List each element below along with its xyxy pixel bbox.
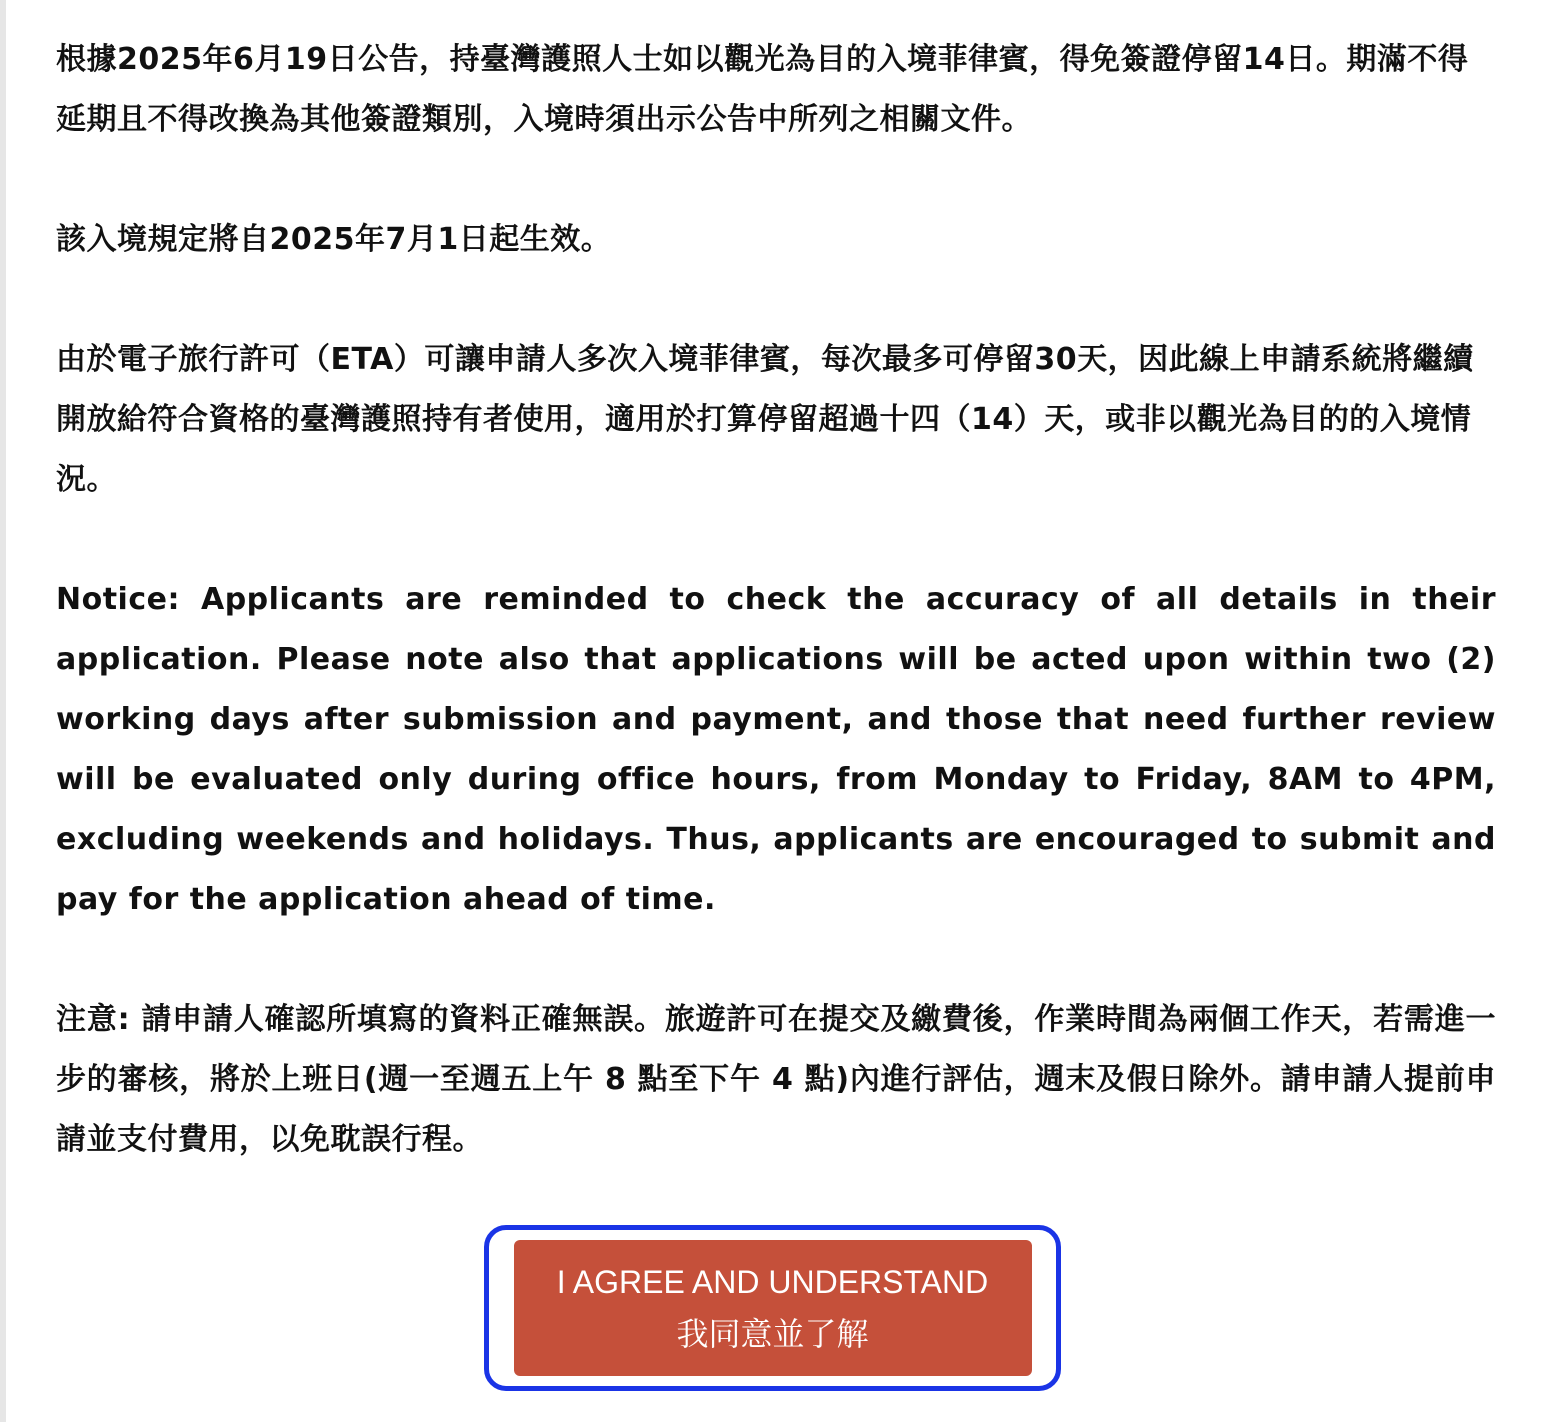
eta-info-text: 由於電子旅行許可（ETA）可讓申請人多次入境菲律賓，每次最多可停留30天，因此線上申請系統將繼續開放給符合資格的臺灣護照持有者使用，適用於打算停留超過十四（14）天，或非以觀光為目的的入境情況。 — [56, 342, 1474, 497]
agree-button-focus-ring — [484, 1225, 1061, 1391]
english-notice-text: Notice: Applicants are reminded to check the accuracy of all details in their application. Please note also that applications will be acted upon within two (2) working days after submission and payment, and those that need further review will be evaluated only during office hours, from Monday to Friday, 8AM to 4PM, excluding weekends and holidays. Thus, applicants are encouraged to submit and pay for the application ahead of time. — [56, 582, 1496, 917]
agree-and-understand-button[interactable] — [514, 1240, 1032, 1376]
left-border — [0, 0, 6, 1422]
notice-content — [56, 30, 1496, 1170]
agree-button-label-zh: 我同意並了解 — [676, 1316, 869, 1352]
visa-free-announcement: 根據2025年6月19日公告，持臺灣護照人士如以觀光為目的入境菲律賓，得免簽證停留14日。期滿不得延期且不得改換為其他簽證類別，入境時須出示公告中所列之相關文件。 — [56, 42, 1469, 137]
effective-date-text: 該入境規定將自2025年7月1日起生效。 — [56, 222, 612, 257]
chinese-notice-text: 注意: 請申請人確認所填寫的資料正確無誤。旅遊許可在提交及繳費後，作業時間為兩個工作天，若需進一步的審核，將於上班日(週一至週五上午 8 點至下午 4 點)內進行評估，週末及假日除外。請申請人提前申請並支付費用，以免耽誤行程。 — [56, 1002, 1496, 1157]
agree-button-label-en: I AGREE AND UNDERSTAND — [556, 1264, 989, 1300]
